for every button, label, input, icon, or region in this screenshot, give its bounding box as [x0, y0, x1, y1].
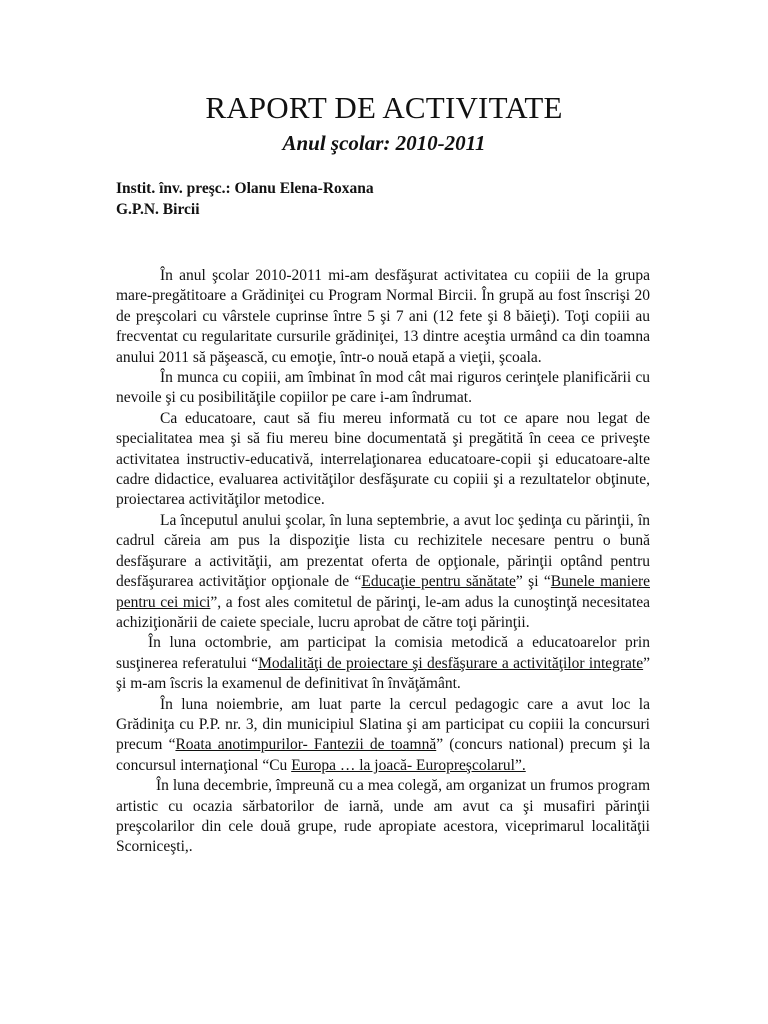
- document-meta: [116, 178, 374, 220]
- document-title: RAPORT DE ACTIVITATE: [205, 90, 563, 125]
- contest-title-2: Europa … la joacă- Europreşcolarul”.: [291, 756, 526, 774]
- referat-title: Modalităţi de proiectare şi desfăşurare a activităţilor integrate: [258, 654, 644, 672]
- paragraph-5: [116, 633, 650, 694]
- paragraph-1: În anul şcolar 2010-2011 mi-am desfăşurat activitatea cu copiii de la grupa mare-pregătitoare a Grădiniţei cu Program Normal Bircii. În grupă au fost înscrişi 20 de preşcolari cu vârstele cuprinse între 5 şi 7 ani (12 fete şi 8 băieţi). Toţi copiii au frecventat cu regularitate cursurile grădiniţei, 13 dintre aceştia urmând ca din toamna anului 2011 să păşească, cu emoţie, într-o nouă etapă a vieţii, şcoala.: [116, 267, 650, 366]
- school-line: G.P.N. Bircii: [116, 201, 200, 218]
- report-body: [116, 266, 650, 858]
- paragraph-7: În luna decembrie, împreună cu a mea colegă, am organizat un frumos program artistic cu ocazia sărbatorilor de iarnă, unde am avut ca şi musafiri părinţii preşcolarilor din cele două grupe, rude apropiate acestora, viceprimarul localităţii Scorniceşti,.: [116, 777, 650, 856]
- paragraph-6: [116, 695, 650, 777]
- document-subtitle: Anul şcolar: 2010-2011: [282, 131, 486, 155]
- paragraph-5-text-2: ” şi m-am îscris la examenul de definitivat în învăţământ.: [116, 654, 650, 693]
- author-line: Instit. înv. preşc.: Olanu Elena-Roxana: [116, 180, 374, 197]
- optional-course-2: Bunele maniere pentru cei mici: [116, 573, 650, 611]
- paragraph-4: [116, 511, 650, 633]
- paragraph-5-text-1: În luna octombrie, am participat la comisia metodică a educatoarelor prin susţinerea referatului “: [116, 634, 650, 672]
- paragraph-6-text-1: În luna noiembrie, am luat parte la cercul pedagogic care a avut loc la Grădiniţa cu P.P. nr. 3, din municipiul Slatina şi am participat cu copiii la concursuri precum “: [116, 695, 650, 754]
- paragraph-4-text-3: ”, a fost ales comitetul de părinţi, le-am adus la cunoştinţă necesitatea achiziţionării de caiete speciale, lucru aprobat de către toţi părinţii.: [116, 593, 650, 631]
- paragraph-6-text-2: ” (concurs national) precum şi la concursul internaţional “Cu: [116, 736, 651, 774]
- paragraph-4-text-1: La începutul anului şcolar, în luna septembrie, a avut loc şedinţa cu părinţii, în cadrul căreia am pus la dispoziţie lista cu rechizitele necesare pentru o bună desfăşurare a activităţii, am prezentat oferta de opţionale, părinţii optând pentru desfăşurarea activităţior opţionale de “: [116, 511, 650, 591]
- paragraph-4-text-2: ” şi “: [515, 573, 551, 591]
- paragraph-3: Ca educatoare, caut să fiu mereu informată cu tot ce apare nou legat de specialitatea mea şi să fiu mereu bine documentată şi pregătită în ceea ce priveşte activitatea instructiv-educativă, interrelaţionarea educatoare-copii şi educatoare-alte cadre didactice, evaluarea activităţilor desfăşurate cu copiii şi a rezultatelor obţinute, proiectarea activităţilor metodice.: [116, 409, 650, 509]
- optional-course-1: Educaţie pentru sănătate: [361, 573, 516, 591]
- paragraph-2: În munca cu copiii, am îmbinat în mod cât mai riguros cerinţele planificării cu nevoile şi cu posibilităţile copiilor pe care i-am îndrumat.: [116, 369, 650, 407]
- contest-title-1: Roata anotimpurilor- Fantezii de toamnă: [175, 736, 437, 754]
